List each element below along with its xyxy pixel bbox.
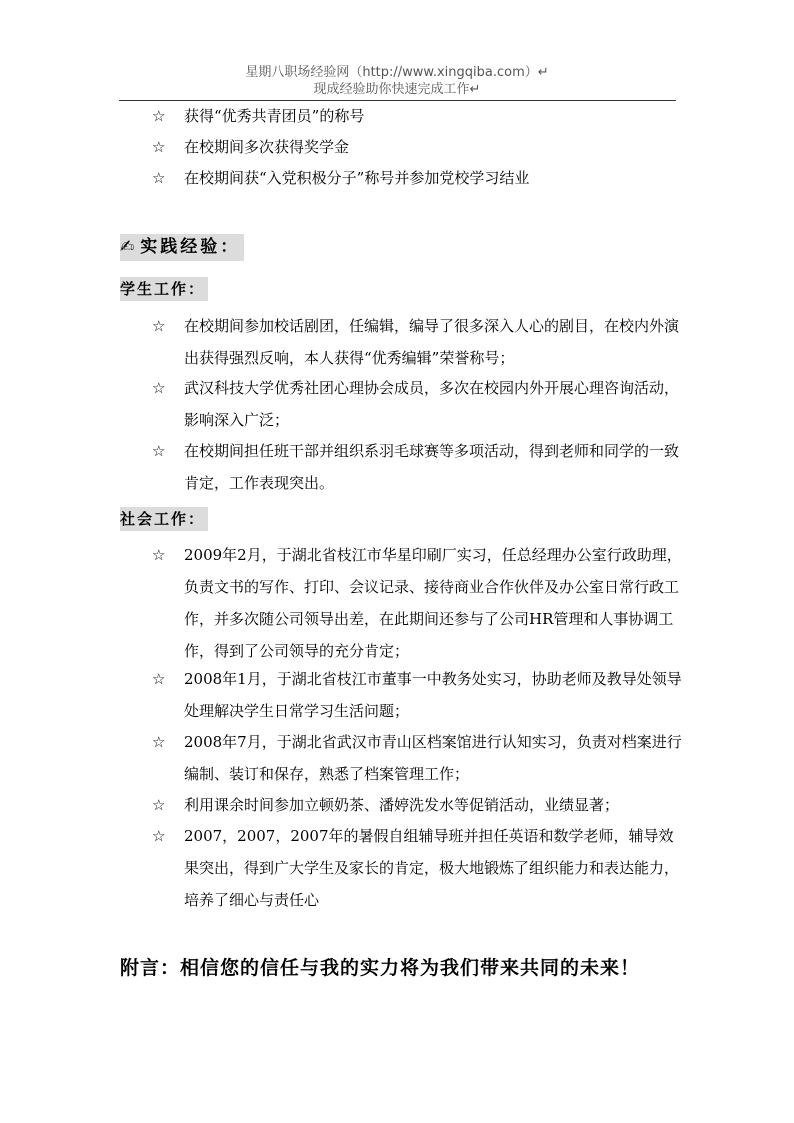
star-outline-icon: ☆: [152, 317, 166, 335]
pen-icon: ✍: [120, 237, 135, 257]
star-outline-icon: ☆: [152, 379, 166, 397]
header-slogan-line: 现成经验助你快速完成工作↵: [313, 82, 481, 97]
list-item: ☆ 利用课余时间参加立顿奶茶、潘婷洗发水等促销活动，业绩显著；: [152, 789, 682, 821]
star-outline-icon: ☆: [152, 138, 166, 156]
list-item: ☆ 在校期间多次获得奖学金: [152, 131, 682, 163]
star-outline-icon: ☆: [152, 169, 166, 187]
section-heading-practice: [120, 234, 244, 261]
star-outline-icon: ☆: [152, 442, 166, 460]
star-outline-icon: ☆: [152, 107, 166, 125]
list-item: ☆ 2008年1月，于湖北省枝江市董事一中教务处实习，协助老师及教导处领导处理解决学生日常学习生活问题；: [152, 663, 682, 727]
subheading-social-work: 社会工作：: [120, 507, 208, 531]
closing-remark: 附言：相信您的信任与我的实力将为我们带来共同的未来！: [120, 957, 641, 979]
star-outline-icon: ☆: [152, 670, 166, 688]
list-item: ☆ 在校期间获“入党积极分子”称号并参加党校学习结业: [152, 162, 682, 194]
list-item: ☆ 在校期间担任班干部并组织系羽毛球赛等多项活动，得到老师和同学的一致肯定，工作表现突出。: [152, 435, 682, 499]
star-outline-icon: ☆: [152, 796, 166, 814]
list-item: ☆ 武汉科技大学优秀社团心理协会成员，多次在校园内外开展心理咨询活动，影响深入广泛；: [152, 372, 682, 436]
list-item: ☆ 2007，2007，2007年的暑假自组辅导班并担任英语和数学老师，辅导效果突出，得到广大学生及家长的肯定，极大地锻炼了组织能力和表达能力，培养了细心与责任心: [152, 820, 682, 916]
subheading-student-work: 学生工作：: [120, 277, 208, 301]
star-outline-icon: ☆: [152, 546, 166, 564]
star-outline-icon: ☆: [152, 733, 166, 751]
list-item: ☆ 2008年7月，于湖北省武汉市青山区档案馆进行认知实习，负责对档案进行编制、装订和保存，熟悉了档案管理工作；: [152, 726, 682, 790]
list-item: ☆ 2009年2月，于湖北省枝江市华星印刷厂实习，任总经理办公室行政助理，负责文书的写作、打印、会议记录、接待商业合作伙伴及办公室日常行政工作，并多次随公司领导出差，在此期间还参与了公司HR管理和人事协调工作，得到了公司领导的充分肯定；: [152, 539, 682, 667]
star-outline-icon: ☆: [152, 827, 166, 845]
section-title: 实践经验：: [140, 237, 241, 257]
list-item: ☆ 获得“优秀共青团员”的称号: [152, 100, 682, 132]
header-site-line: 星期八职场经验网（http://www.xingqiba.com）↵: [245, 65, 549, 80]
page-header: [0, 64, 794, 98]
list-item: ☆ 在校期间参加校话剧团，任编辑，编导了很多深入人心的剧目，在校内外演出获得强烈反响，本人获得“优秀编辑”荣誉称号；: [152, 310, 682, 374]
